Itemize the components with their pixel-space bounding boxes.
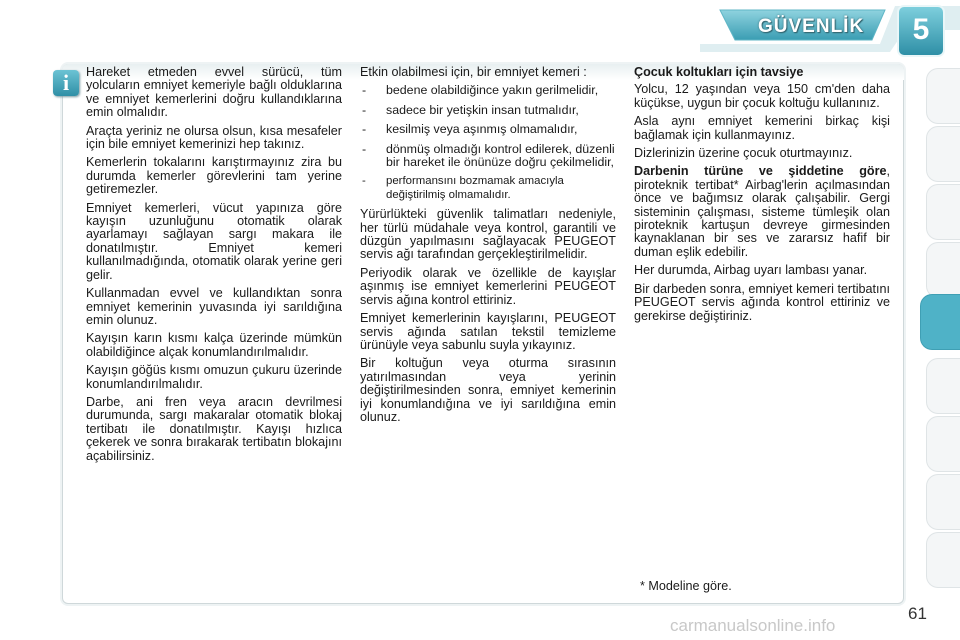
list-item: - sadece bir yetişkin insan tutmalıdır, (362, 102, 579, 117)
paragraph: Emniyet kemerlerinin kayışlarını, PEUGEOT servis ağında satılan tekstil temizleme ürünüyle veya sabunlu suyla yıkayınız. (360, 311, 616, 352)
paragraph: Yürürlükteki güvenlik talimatları nedeniyle, her türlü müdahale veya kontrol, garantili ve düzgün yapılmasını sağlayacak PEUGEOT servis ağı tarafından gerçekleştirilmelidir. (360, 207, 616, 262)
paragraph: Hareket etmeden evvel sürücü, tüm yolcuların emniyet kemeriyle bağlı olduklarına ve emniyet kemerlerini doğru kullandıklarına emin olmalıdır. (86, 65, 342, 120)
paragraph: Bir darbeden sonra, emniyet kemeri tertibatını PEUGEOT servis ağında kontrol ettiriniz ve gerekirse değiştiriniz. (634, 281, 890, 323)
chapter-tabs (926, 68, 960, 578)
intro-text: Etkin olabilmesi için, bir emniyet kemeri : (360, 65, 587, 79)
list-item: - kesilmiş veya aşınmış olmamalıdır, (362, 122, 578, 137)
chapter-number: 5 (912, 13, 930, 46)
paragraph: Kayışın karın kısmı kalça üzerinde mümkün olabildiğince alçak konumlandırılmalıdır. (86, 331, 342, 359)
paragraph: Dizlerinizin üzerine çocuk oturtmayınız. (634, 146, 853, 161)
chapter-tab-3[interactable] (926, 184, 960, 240)
bullet-dash: - (362, 83, 367, 98)
paragraph: Darbe, ani fren veya aracın devrilmesi durumunda, sargı makaralar otomatik blokaj tertibatı ile donatılmıştır. Kayışı hızlıca çekerek ve sonra bırakarak tertibatın blokajını açabilirsiniz. (86, 394, 342, 463)
column-belt-requirements (360, 66, 616, 429)
paragraph: Asla aynı emniyet kemerini birkaç kişi bağlamak için kullanmayınız. (634, 114, 890, 142)
paragraph: Araçta yeriniz ne olursa olsun, kısa mesafeler için bile emniyet kemerinizi hep takınız. (86, 123, 342, 152)
paragraph: Kemerlerin tokalarını karıştırmayınız zira bu durumda kemerler görevlerini tam yerine getiremezler. (86, 155, 342, 197)
section-heading: Çocuk koltukları için tavsiye (634, 65, 804, 79)
bullet-dash: - (362, 102, 367, 117)
paragraph: Kayışın göğüs kısmı omuzun çukuru üzerinde konumlandırılmalıdır. (86, 363, 342, 391)
paragraph: Yolcu, 12 yaşından veya 150 cm'den daha küçükse, uygun bir çocuk koltuğu kullanınız. (634, 82, 890, 110)
column-child-seats (634, 66, 890, 328)
chapter-tab-4[interactable] (926, 242, 960, 298)
chapter-tab-9[interactable] (926, 532, 960, 588)
paragraph: Emniyet kemerleri, vücut yapınıza göre kayışın uzunluğunu otomatik olarak ayarlamayı sağlayan sargı makara ile donatılmıştır. Emniyet kemeri kullanılmadığında, otomatik olarak yerine geri gelir. (86, 200, 342, 282)
paragraph: Bir koltuğun veya oturma sırasının yatırılmasından veya yerinin değiştirilmesinden sonra, emniyet kemerinin iyi konumlandığına ve iyi sarıldığına emin olunuz. (360, 356, 616, 424)
page-header (0, 0, 960, 62)
list-item: - performansını bozmamak amacıyla değiştirilmiş olmamalıdır. (362, 175, 564, 201)
chapter-tab-5-active[interactable] (920, 294, 960, 350)
chapter-title: GÜVENLİK (758, 16, 865, 37)
column-general-info (86, 66, 342, 468)
chapter-tab-6[interactable] (926, 358, 960, 414)
chapter-tab-1[interactable] (926, 68, 960, 124)
list-item: - bedene olabildiğince yakın gerilmelidir, (362, 83, 599, 98)
airbag-bold-text: Darbenin türüne ve şiddetine göre (634, 164, 887, 179)
paragraph: Periyodik olarak ve özellikle de kayışlar aşınmış ise emniyet kemerlerini PEUGEOT servis ağına kontrol ettiriniz. (360, 265, 616, 307)
requirements-list (360, 84, 616, 202)
bullet-dash: - (362, 141, 367, 156)
paragraph-airbag (634, 165, 890, 259)
bullet-dash: - (362, 175, 366, 188)
bullet-dash: - (362, 122, 367, 137)
footnote: * Modeline göre. (640, 579, 732, 593)
list-item: - dönmüş olmadığı kontrol edilerek, düzenli bir hareket ile önünüze doğru çekilmelidir, (362, 141, 615, 170)
paragraph: Kullanmadan evvel ve kullandıktan sonra emniyet kemerinin yuvasında iyi sarıldığına emin olunuz. (86, 286, 342, 327)
airbag-text: , piroteknik tertibat* Airbag'lerin açılmasından önce ve bağımsız olarak çalışabilir. Gergi sisteminin çalışması, sisteme tümleşik olan piroteknik kartuşun devreye girmesinden kaynaklanan bir ses ve zararsız hafif bir duman eşlik edebilir. (634, 164, 890, 259)
page-number: 61 (908, 604, 927, 623)
paragraph: Her durumda, Airbag uyarı lambası yanar. (634, 263, 868, 278)
chapter-tab-2[interactable] (926, 126, 960, 182)
watermark: carmanualsonline.info (670, 616, 836, 635)
info-icon: i (53, 70, 79, 96)
chapter-tab-8[interactable] (926, 474, 960, 530)
chapter-tab-7[interactable] (926, 416, 960, 472)
